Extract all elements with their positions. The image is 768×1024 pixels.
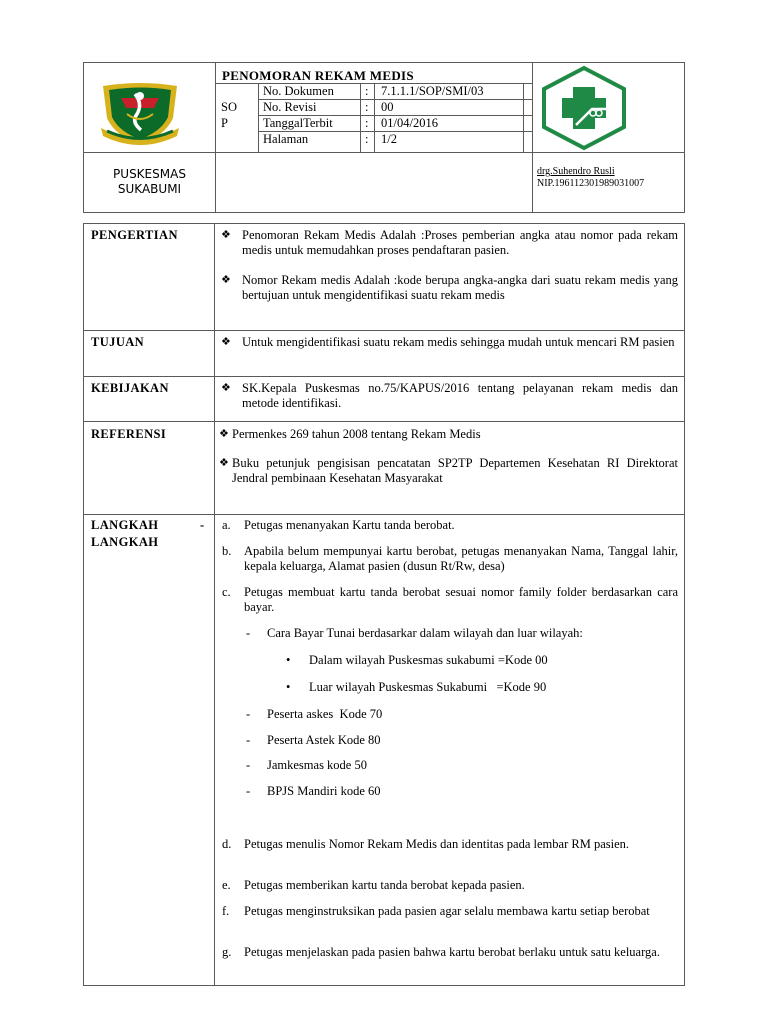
sub-item-text: Peserta askes Kode 70	[267, 707, 383, 721]
signer-name: drg.Suhendro Rusli	[537, 166, 615, 177]
meta-sep: :	[365, 132, 369, 146]
section-label-langkah: LANGKAH	[91, 518, 159, 532]
city-emblem-logo	[99, 78, 181, 148]
step-marker: f.	[222, 904, 230, 918]
step-marker: c.	[222, 585, 231, 599]
step-marker: a.	[222, 518, 231, 532]
step-marker: e.	[222, 878, 231, 892]
sub-item-marker: -	[246, 707, 251, 721]
sub-bullet-icon: •	[286, 653, 291, 667]
step-marker: b.	[222, 544, 232, 558]
diamond-bullet-icon: ❖	[221, 229, 231, 241]
meta-label-revisi: No. Revisi	[263, 100, 317, 114]
meta-label-dokumen: No. Dokumen	[263, 84, 334, 98]
diamond-bullet-icon: ❖	[219, 457, 229, 469]
step-text: Apabila belum mempunyai kartu berobat, petugas menanyakan Nama, Tanggal lahir, kepala keluarga, Alamat pasien (dusun Rt/Rw, desa)	[244, 544, 678, 573]
meta-value-revisi: 00	[381, 100, 394, 114]
meta-label-tanggal: TanggalTerbit	[263, 116, 333, 130]
meta-sep: :	[365, 84, 369, 98]
sub-item-text: Dalam wilayah Puskesmas sukabumi =Kode 00	[309, 653, 548, 667]
sub-item-text: BPJS Mandiri kode 60	[267, 784, 381, 798]
step-text: Petugas membuat kartu tanda berobat sesuai nomor family folder berdasarkan cara bayar.	[244, 585, 678, 614]
step-marker: d.	[222, 837, 232, 851]
meta-value-halaman: 1/2	[381, 132, 397, 146]
section-label-tujuan: TUJUAN	[91, 335, 145, 349]
section-label-referensi: REFERENSI	[91, 427, 167, 441]
diamond-bullet-icon: ❖	[219, 428, 229, 440]
section-label-langkah: LANGKAH	[91, 535, 159, 549]
meta-value-tanggal: 01/04/2016	[381, 116, 438, 130]
step-text: Petugas memberikan kartu tanda berobat kepada pasien.	[244, 878, 525, 892]
sub-item-text: Luar wilayah Puskesmas Sukabumi =Kode 90	[309, 680, 547, 694]
section-label-pengertian: PENGERTIAN	[91, 228, 178, 242]
referensi-item: Buku petunjuk pengisisan pencatatan SP2TP Departemen Kesehatan RI Direktorat Jendral pembinaan Kesehatan Masyarakat	[232, 456, 678, 485]
step-text: Petugas menulis Nomor Rekam Medis dan identitas pada lembar RM pasien.	[244, 837, 629, 851]
step-marker: g.	[222, 945, 232, 959]
diamond-bullet-icon: ❖	[221, 382, 231, 394]
tujuan-item: Untuk mengidentifikasi suatu rekam medis sehingga mudah untuk mencari RM pasien	[242, 335, 675, 349]
sub-item-text: Cara Bayar Tunai berdasarkar dalam wilayah dan luar wilayah:	[267, 626, 583, 640]
sub-item-marker: -	[246, 784, 251, 798]
sub-bullet-icon: •	[286, 680, 291, 694]
meta-value-dokumen: 7.1.1.1/SOP/SMI/03	[381, 84, 484, 98]
puskesmas-health-logo	[540, 65, 628, 151]
step-text: Petugas menjelaskan pada pasien bahwa kartu berobat berlaku untuk satu keluarga.	[244, 945, 660, 959]
diamond-bullet-icon: ❖	[221, 336, 231, 348]
step-text: Petugas menanyakan Kartu tanda berobat.	[244, 518, 455, 532]
diamond-bullet-icon: ❖	[221, 274, 231, 286]
sub-item-text: Peserta Astek Kode 80	[267, 733, 381, 747]
org-name-line2: SUKABUMI	[117, 182, 182, 196]
section-label-kebijakan: KEBIJAKAN	[91, 381, 169, 395]
sub-item-marker: -	[246, 758, 251, 772]
kebijakan-item: SK.Kepala Puskesmas no.75/KAPUS/2016 tentang pelayanan rekam medis dan metode identifikasi.	[242, 381, 678, 410]
sop-label: SO P	[221, 100, 237, 130]
signer-nip: NIP.196112301989031007	[537, 178, 645, 189]
referensi-item: Permenkes 269 tahun 2008 tentang Rekam Medis	[232, 427, 481, 441]
pengertian-item: Penomoran Rekam Medis Adalah :Proses pemberian angka atau nomor pada rekam medis untuk memudahkan proses pendaftaran pasien.	[242, 228, 678, 257]
step-text: Petugas menginstruksikan pada pasien agar selalu membawa kartu setiap berobat	[244, 904, 650, 918]
meta-label-halaman: Halaman	[263, 132, 309, 146]
section-label-langkah-dash: -	[200, 518, 205, 532]
meta-sep: :	[365, 100, 369, 114]
sub-item-marker: -	[246, 626, 251, 640]
document-title: PENOMORAN REKAM MEDIS	[222, 68, 414, 83]
sub-item-text: Jamkesmas kode 50	[267, 758, 367, 772]
org-name-line1: PUSKESMAS	[113, 167, 186, 181]
meta-sep: :	[365, 116, 369, 130]
pengertian-item: Nomor Rekam medis Adalah :kode berupa angka-angka dari suatu rekam medis yang bertujuan untuk mengidentifikasi suatu rekam medis	[242, 273, 678, 302]
sub-item-marker: -	[246, 733, 251, 747]
